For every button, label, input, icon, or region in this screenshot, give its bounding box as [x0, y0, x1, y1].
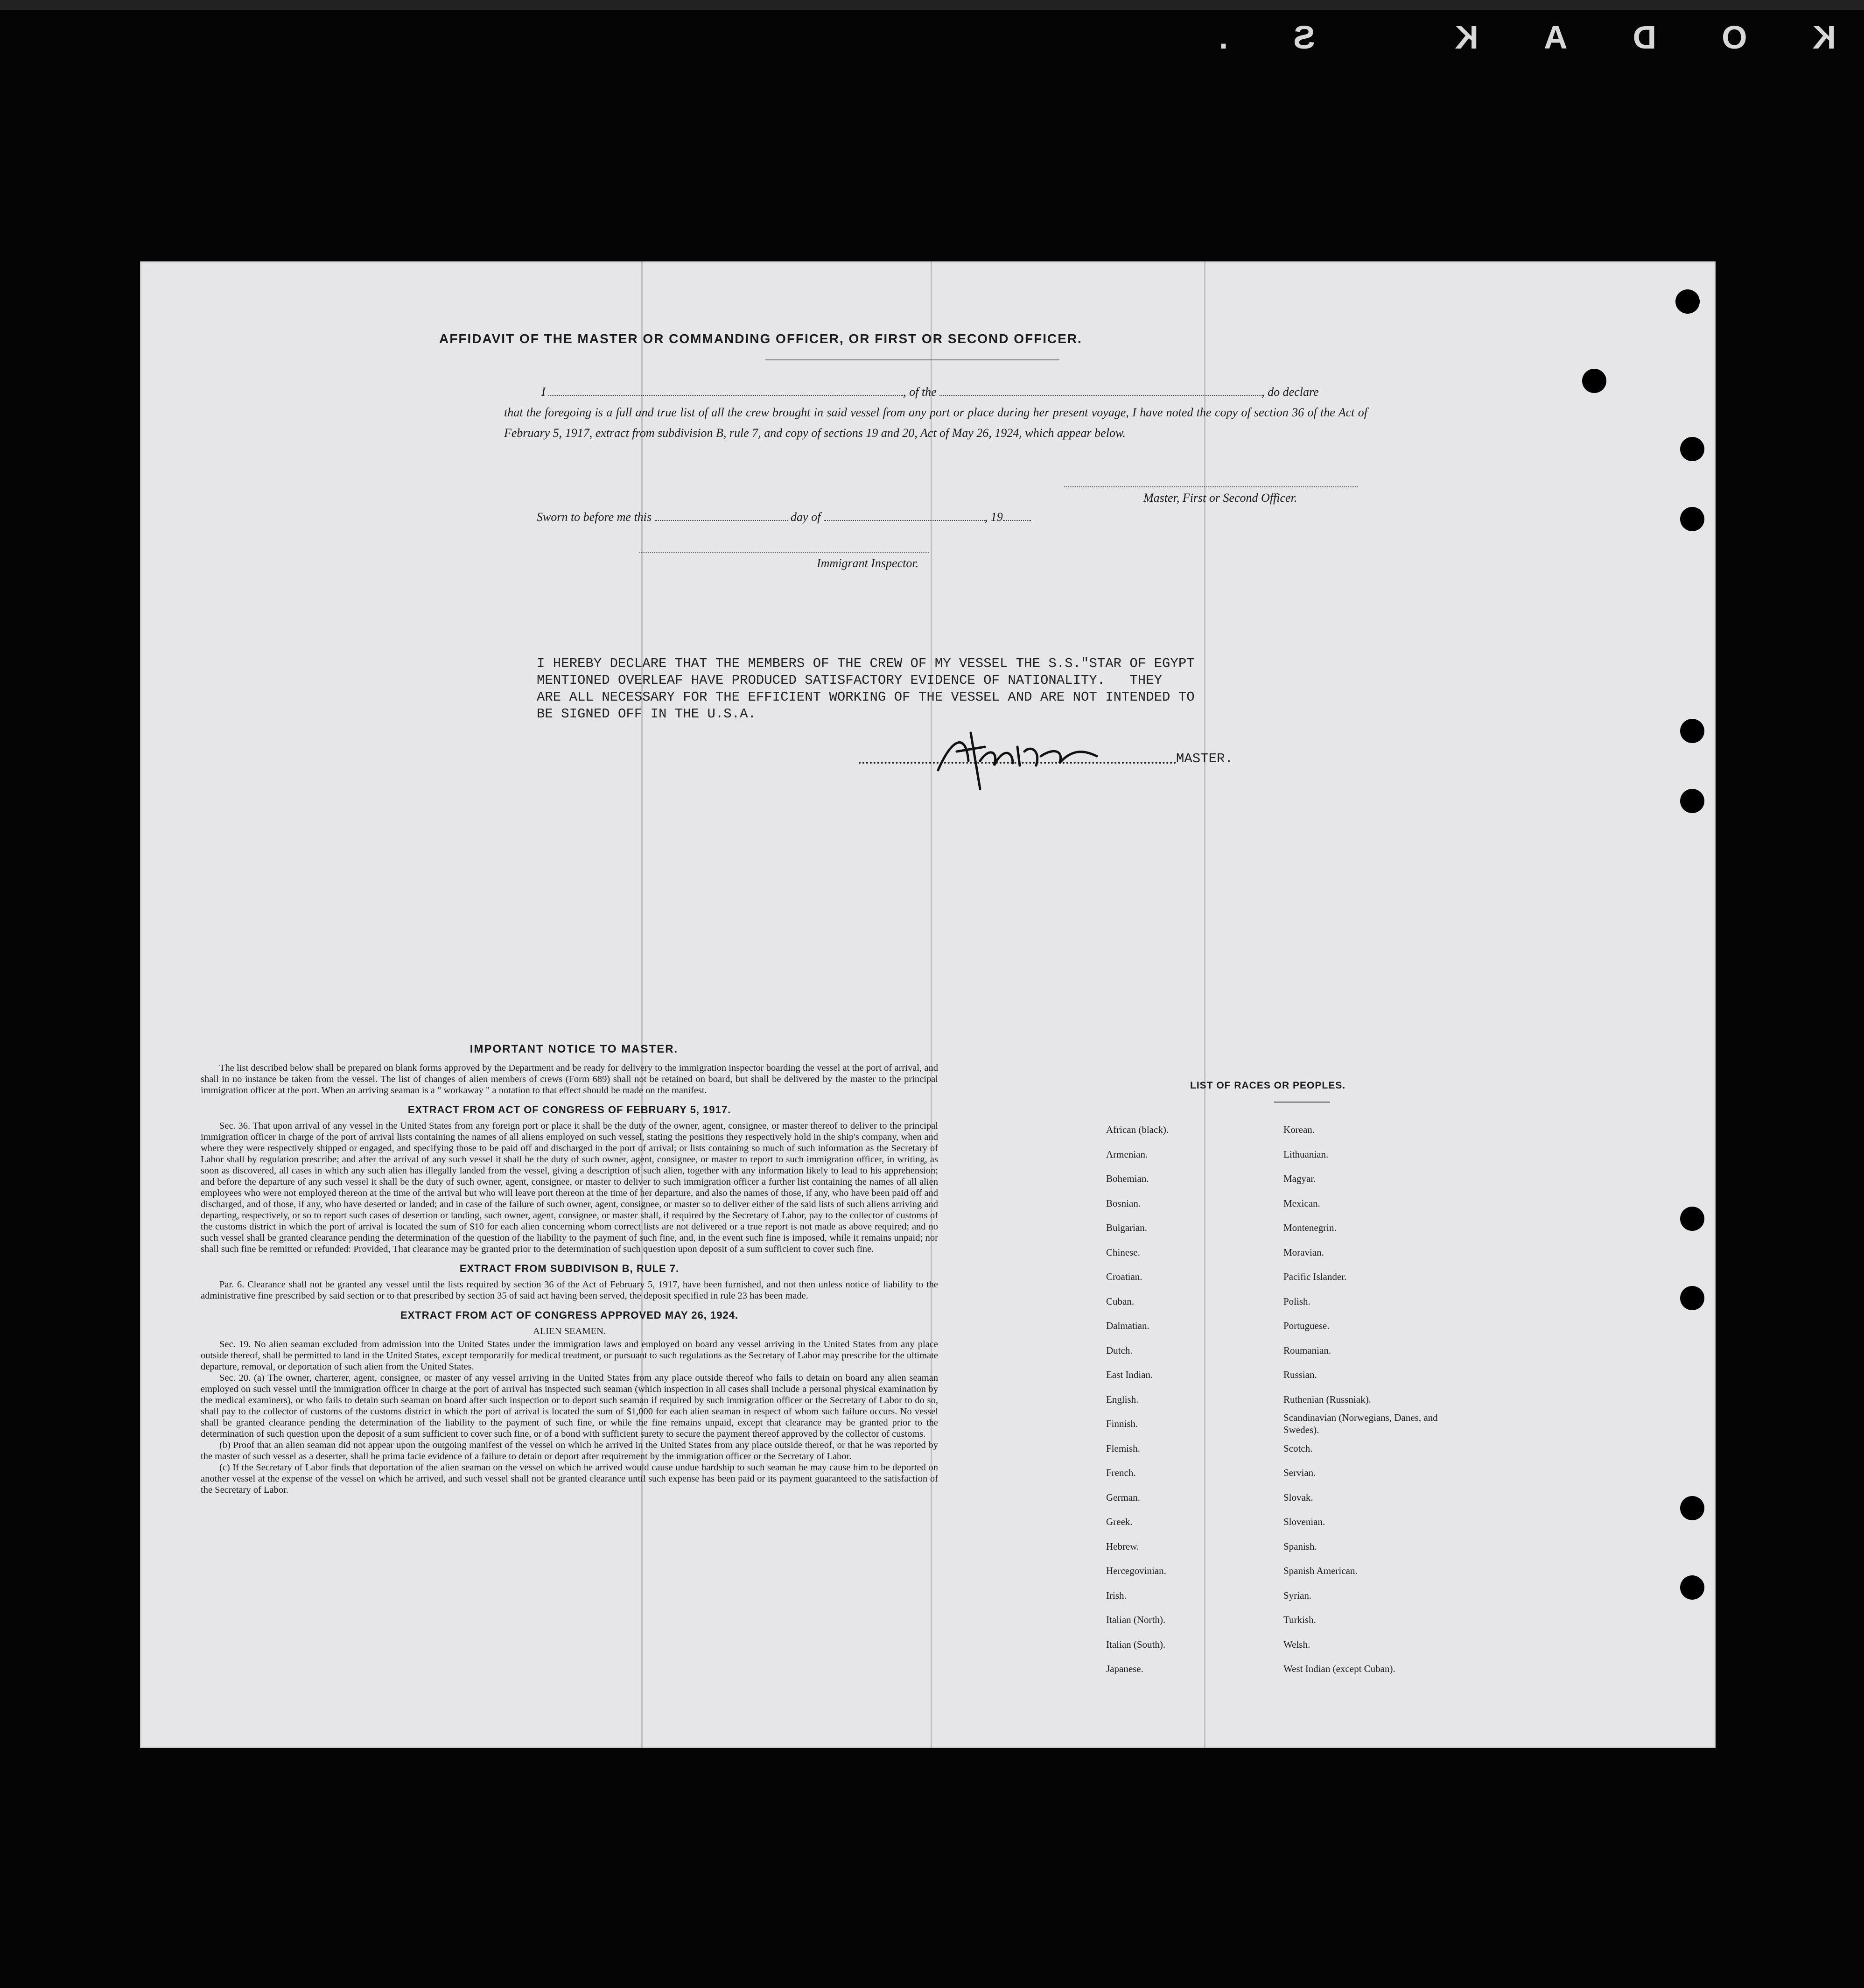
- notice-paragraph: The list described below shall be prepared on blank forms approved by the Department and be ready for delivery to the immigration inspector boarding the vessel at the port of arrival, and shall in no instance be taken from the vessel. The list of changes of alien members of crews (Form 689) shall not be retained on board, but shall be delivered by the master to the principal immigration officer at the port. When an arriving seaman is a " workaway " a notation to that effect should be made on the manifest.: [201, 1063, 938, 1096]
- race-item: French.: [1106, 1467, 1136, 1478]
- month-blank: [824, 510, 985, 521]
- race-item: Mexican.: [1283, 1197, 1320, 1209]
- race-item: Dutch.: [1106, 1344, 1133, 1356]
- race-item: Lithuanian.: [1283, 1148, 1329, 1160]
- punch-hole: [1675, 289, 1700, 314]
- race-item: Ruthenian (Russniak).: [1283, 1393, 1371, 1405]
- title-underline: [765, 359, 1059, 360]
- race-item: Hercegovinian.: [1106, 1565, 1166, 1576]
- race-item: Slovenian.: [1283, 1516, 1325, 1527]
- year-blank: [1003, 510, 1031, 521]
- typed-declaration-line-1: I HEREBY DECLARE THAT THE MEMBERS OF THE CREW OF MY VESSEL THE S.S."STAR OF EGYPT: [537, 656, 1195, 671]
- inspector-label: Immigrant Inspector.: [817, 556, 919, 570]
- sworn-text: Sworn to before me this: [537, 510, 652, 524]
- race-item: Greek.: [1106, 1516, 1133, 1527]
- extract-rule7-title: EXTRACT FROM SUBDIVISON B, RULE 7.: [459, 1263, 680, 1274]
- race-item: Slovak.: [1283, 1491, 1313, 1503]
- extract-1917-text: Sec. 36. That upon arrival of any vessel in the United States from any foreign port or place it shall be the duty of the owner, agent, consignee, or master thereof to deliver to the principal immigration officer in charge of the port of arrival lists containing the names of all aliens employed on such vessel, stating the positions they respectively hold in the ship's company, when and where they were respectively shipped or engaged, and specifying those to be paid off and discharged in the port of arrival; or lists containing so much of such information as the Secretary of Labor shall by regulation prescribe; and after the arrival of any such vessel it shall be the duty of such owner, agent, consignee, or master to report to such immigration officer, in writing, as soon as discovered, all cases in which any such alien has illegally landed from the vessel, giving a description of such alien, together with any information likely to lead to his apprehension; and before the departure of any such vessel it shall be the duty of such owner, agent, consignee, or master to deliver to such immigration officer a further list containing the names of all alien employees who were not employed thereon at the time of the arrival but who will leave port thereon at the time of her departure, and also the names of those, if any, who have been paid off and discharged, and of those, if any, who have deserted or landed; and in case of the failure of such owner, agent, consignee, or master so to deliver either of the said lists of such aliens arriving and departing, respectively, or so to report such cases of desertion or landing, such owner, agent, consignee, or master shall, if required by the Secretary of Labor, pay to the collector of customs of the customs district in which the port of arrival is located the sum of $10 for each alien concerning whom correct lists are not delivered or a true report is not made as above required; and no such vessel shall be granted clearance pending the determination of the question of the liability to the payment of such fine, and, in the event such fine is imposed, while it remains unpaid; nor shall such fine be remitted or refunded: Provided, That clearance may be granted prior to the determination of such question upon deposit of a sum sufficient to cover such fine.: [201, 1121, 938, 1254]
- affidavit-title: AFFIDAVIT OF THE MASTER OR COMMANDING OFFICER, OR FIRST OR SECOND OFFICER.: [439, 331, 1082, 346]
- race-item: Pacific Islander.: [1283, 1271, 1347, 1282]
- race-item: Bohemian.: [1106, 1173, 1149, 1184]
- document-page: [140, 261, 1716, 1748]
- race-item: Italian (South).: [1106, 1638, 1166, 1650]
- master-typed-label: MASTER.: [1176, 751, 1233, 766]
- punch-hole: [1680, 1575, 1704, 1600]
- typed-declaration-line-2: MENTIONED OVERLEAF HAVE PRODUCED SATISFACTORY EVIDENCE OF NATIONALITY. THEY: [537, 673, 1163, 688]
- race-item: Korean.: [1283, 1124, 1315, 1135]
- typed-declaration-line-4: BE SIGNED OFF IN THE U.S.A.: [537, 706, 756, 722]
- alien-seamen-heading: ALIEN SEAMEN.: [533, 1326, 606, 1336]
- notice-body: [201, 1062, 938, 1496]
- race-item: Flemish.: [1106, 1442, 1140, 1454]
- master-signature-line: [1064, 486, 1358, 487]
- affidavit-first-line: [504, 382, 1367, 402]
- affidavit-body: that the foregoing is a full and true list of all the crew brought in said vessel from any port or place during her present voyage, I have noted the copy of section 36 of the Act of February 5, 1917, extract from subdivision B, rule 7, and copy of sections 19 and 20, Act of May 26, 1924, which appear below.: [504, 406, 1367, 440]
- year-prefix: , 19: [984, 510, 1003, 524]
- race-item: African (black).: [1106, 1124, 1169, 1135]
- race-item: Moravian.: [1283, 1246, 1324, 1258]
- sec20a-text: Sec. 20. (a) The owner, charterer, agent, consignee, or master of any vessel arriving in the United States from any place outside thereof who fails to detain on board any alien seaman employed on such vessel until the immigration officer in charge at the port of arrival has inspected such seaman (which inspection in all cases shall include a personal physical examination by the medical examiners), or who fails to detain such seaman on board after such inspection or to deport such seaman if required by such immigration officer or the Secretary of Labor to do so, shall pay to the collector of customs of the customs district in which the port of arrival is located the sum of $1,000 for each alien seaman in respect of whom such failure occurs. No vessel shall be granted clearance pending the determination of the liability to the payment of such fine, or while the fine remains unpaid, except that clearance may be granted prior to the determination of such question upon the deposit of a sum sufficient to cover such fine, or of a bond with sufficient surety to secure the payment thereof approved by the collector of customs.: [201, 1373, 938, 1439]
- name-blank: [548, 385, 903, 396]
- race-item: Armenian.: [1106, 1148, 1148, 1160]
- inspector-signature-line: [639, 552, 929, 553]
- do-declare-label: , do declare: [1261, 385, 1319, 399]
- sworn-line: [537, 510, 1031, 524]
- race-item: Hebrew.: [1106, 1540, 1139, 1552]
- sec19-text: Sec. 19. No alien seaman excluded from admission into the United States under the immigration laws and employed on board any vessel arriving in the United States from any place outside thereof, shall be permitted to land in the United States, except temporarily for medical treatment, or pursuant to such regulations as the Secretary of Labor may prescribe for the ultimate departure, removal, or deportation of such alien from the United States.: [201, 1339, 938, 1372]
- race-item: Russian.: [1283, 1369, 1317, 1380]
- film-top-stripe: [0, 0, 1864, 10]
- race-item: Bulgarian.: [1106, 1222, 1148, 1233]
- film-edge-marking: KODAK S.: [1153, 19, 1836, 56]
- extract-1917-title: EXTRACT FROM ACT OF CONGRESS OF FEBRUARY 5, 1917.: [407, 1104, 731, 1116]
- races-title-underline: [1274, 1102, 1330, 1103]
- race-item: East Indian.: [1106, 1369, 1153, 1380]
- race-item: Scandinavian (Norwegians, Danes, and Swedes).: [1283, 1412, 1438, 1435]
- day-of-label: day of: [791, 510, 821, 524]
- master-signature: [924, 719, 1101, 794]
- punch-hole: [1680, 1207, 1704, 1231]
- race-item: West Indian (except Cuban).: [1283, 1663, 1395, 1674]
- race-item: Chinese.: [1106, 1246, 1140, 1258]
- sec20c-text: (c) If the Secretary of Labor finds that deportation of the alien seaman on the vessel on which he arrived would cause undue hardship to such seaman he may cause him to be deported on another vessel at the expense of the vessel on which he arrived, and such vessel shall not be granted clearance until such expense has been paid or its payment guaranteed to the satisfaction of the Secretary of Labor.: [201, 1462, 938, 1495]
- of-the-label: , of the: [903, 385, 937, 399]
- sec20b-text: (b) Proof that an alien seaman did not appear upon the outgoing manifest of the vessel on which he arrived in the United States from any place outside thereof, or that he was reported by the master of such vessel as a deserter, shall be prima facie evidence of a failure to detain or deport after requirement by the immigration officer or the Secretary of Labor.: [201, 1440, 938, 1461]
- day-blank: [655, 510, 788, 521]
- extract-rule7-text: Par. 6. Clearance shall not be granted any vessel until the lists required by section 36 of the Act of February 5, 1917, have been furnished, and not then unless notice of liability to the administrative fine prescribed by said section or to that prescribed by section 35 of said act having been served, the deposit specified in rule 23 has been made.: [201, 1279, 938, 1301]
- notice-title: IMPORTANT NOTICE TO MASTER.: [470, 1043, 679, 1055]
- race-item: Italian (North).: [1106, 1614, 1166, 1625]
- punch-hole: [1680, 1496, 1704, 1520]
- punch-hole: [1680, 789, 1704, 813]
- race-item: Croatian.: [1106, 1271, 1142, 1282]
- races-title: LIST OF RACES OR PEOPLES.: [1190, 1080, 1346, 1091]
- races-column-1: [1106, 1117, 1274, 1681]
- race-item: Servian.: [1283, 1467, 1316, 1478]
- typed-declaration-line-3: ARE ALL NECESSARY FOR THE EFFICIENT WORKING OF THE VESSEL AND ARE NOT INTENDED TO: [537, 689, 1195, 705]
- race-item: Montenegrin.: [1283, 1222, 1337, 1233]
- race-item: Polish.: [1283, 1295, 1310, 1307]
- race-item: Spanish.: [1283, 1540, 1317, 1552]
- race-item: Roumanian.: [1283, 1344, 1331, 1356]
- i-label: I: [541, 385, 546, 399]
- races-column-2: [1283, 1117, 1470, 1681]
- race-item: German.: [1106, 1491, 1140, 1503]
- master-label: Master, First or Second Officer.: [1143, 491, 1297, 505]
- race-item: Cuban.: [1106, 1295, 1135, 1307]
- race-item: Japanese.: [1106, 1663, 1143, 1674]
- race-item: Dalmatian.: [1106, 1320, 1149, 1331]
- race-item: Scotch.: [1283, 1442, 1313, 1454]
- race-item: Finnish.: [1106, 1418, 1138, 1429]
- race-item: Syrian.: [1283, 1589, 1312, 1601]
- race-item: Portuguese.: [1283, 1320, 1330, 1331]
- race-item: English.: [1106, 1393, 1139, 1405]
- fold-crease-center: [931, 261, 932, 1748]
- extract-1924-title: EXTRACT FROM ACT OF CONGRESS APPROVED MAY 26, 1924.: [400, 1309, 739, 1321]
- fold-crease-left: [641, 261, 643, 1748]
- punch-hole: [1582, 369, 1606, 393]
- punch-hole: [1680, 1286, 1704, 1310]
- race-item: Magyar.: [1283, 1173, 1316, 1184]
- race-item: Spanish American.: [1283, 1565, 1358, 1576]
- punch-hole: [1680, 437, 1704, 461]
- race-item: Bosnian.: [1106, 1197, 1141, 1209]
- race-item: Irish.: [1106, 1589, 1127, 1601]
- punch-hole: [1680, 719, 1704, 743]
- vessel-blank: [939, 385, 1261, 396]
- punch-hole: [1680, 507, 1704, 531]
- race-item: Welsh.: [1283, 1638, 1310, 1650]
- race-item: Turkish.: [1283, 1614, 1316, 1625]
